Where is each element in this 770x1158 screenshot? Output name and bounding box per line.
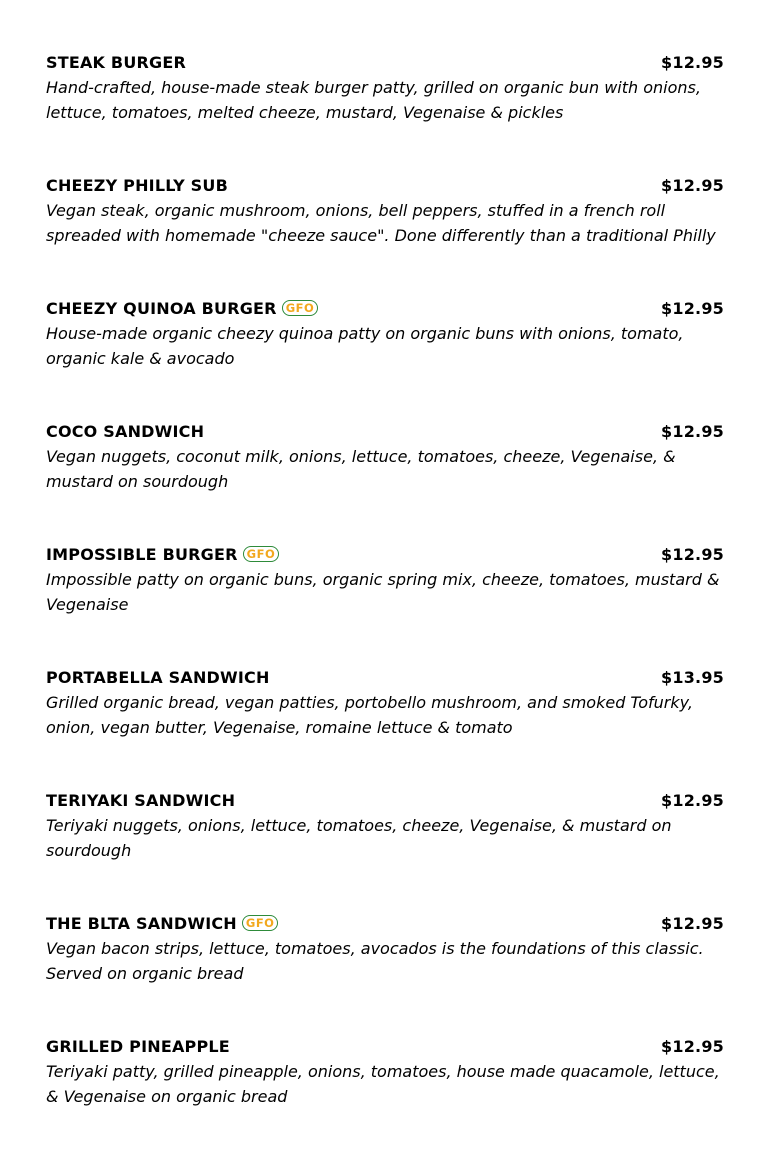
menu-item-price: $12.95: [661, 52, 724, 72]
menu-item-price: $12.95: [661, 421, 724, 441]
menu-item-name: GRILLED PINEAPPLE: [46, 1036, 230, 1056]
menu-item-header: [46, 297, 724, 319]
menu-item-header: [46, 1035, 724, 1057]
menu-item-title: [46, 53, 186, 72]
menu-item-description: Vegan bacon strips, lettuce, tomatoes, avocados is the foundations of this classic. Served on organic bread: [46, 939, 704, 983]
menu-item-name: THE BLTA SANDWICH: [46, 913, 237, 933]
menu-item-name: PORTABELLA SANDWICH: [46, 667, 270, 687]
menu-item-header: [46, 543, 724, 565]
gfo-badge: GFO: [242, 915, 279, 931]
menu-item-name: STEAK BURGER: [46, 52, 187, 72]
menu-item-price: $12.95: [661, 544, 724, 564]
menu-item-header: [46, 174, 724, 196]
menu-item-header: [46, 666, 724, 688]
menu-item-the-blta-sandwich: [46, 912, 724, 1035]
menu-item-header: [46, 51, 724, 73]
menu-item-title: [46, 422, 204, 441]
menu-item-portabella-sandwich: [46, 666, 724, 789]
menu-item-price: $12.95: [661, 298, 724, 318]
menu-item-description: Vegan steak, organic mushroom, onions, bell peppers, stuffed in a french roll spreaded with homemade "cheeze sauce". Done differently than a traditional Philly: [46, 201, 716, 245]
gfo-badge: GFO: [243, 546, 280, 562]
menu-item-coco-sandwich: [46, 420, 724, 543]
menu-item-name: IMPOSSIBLE BURGER: [46, 544, 238, 564]
menu-item-description: House-made organic cheezy quinoa patty on organic buns with onions, tomato, organic kale & avocado: [46, 324, 684, 368]
menu-item-name: TERIYAKI SANDWICH: [46, 790, 236, 810]
menu-item-description: Vegan nuggets, coconut milk, onions, lettuce, tomatoes, cheeze, Vegenaise, & mustard on sourdough: [46, 447, 676, 491]
menu-item-title: [46, 791, 235, 810]
menu-item-steak-burger: [46, 51, 724, 174]
menu-item-header: [46, 912, 724, 934]
menu-item-name: COCO SANDWICH: [46, 421, 205, 441]
menu-item-price: $12.95: [661, 790, 724, 810]
menu-item-description: Teriyaki patty, grilled pineapple, onions, tomatoes, house made quacamole, lettuce, & Vegenaise on organic bread: [46, 1062, 720, 1106]
menu-item-title: [46, 914, 278, 933]
menu-item-title: [46, 176, 228, 195]
menu-item-header: [46, 420, 724, 442]
menu-list: [46, 51, 724, 1158]
menu-item-price: $12.95: [661, 913, 724, 933]
menu-item-description: Hand-crafted, house-made steak burger patty, grilled on organic bun with onions, lettuce, tomatoes, melted cheeze, mustard, Vegenaise & pickles: [46, 78, 701, 122]
menu-item-description: Impossible patty on organic buns, organic spring mix, cheeze, tomatoes, mustard & Vegenaise: [46, 570, 720, 614]
menu-item-price: $12.95: [661, 1036, 724, 1056]
menu-item-description: Grilled organic bread, vegan patties, portobello mushroom, and smoked Tofurky, onion, vegan butter, Vegenaise, romaine lettuce & tomato: [46, 693, 693, 737]
menu-item-title: [46, 545, 279, 564]
menu-item-name: CHEEZY PHILLY SUB: [46, 175, 228, 195]
menu-item-title: [46, 299, 318, 318]
menu-item-description: Teriyaki nuggets, onions, lettuce, tomatoes, cheeze, Vegenaise, & mustard on sourdough: [46, 816, 672, 860]
menu-item-cheezy-philly-sub: [46, 174, 724, 297]
menu-item-teriyaki-sandwich: [46, 789, 724, 912]
menu-item-impossible-burger: [46, 543, 724, 666]
menu-item-cheezy-quinoa-burger: [46, 297, 724, 420]
menu-item-header: [46, 789, 724, 811]
menu-item-grilled-pineapple: [46, 1035, 724, 1158]
menu-item-price: $12.95: [661, 175, 724, 195]
gfo-badge: GFO: [282, 300, 319, 316]
menu-item-price: $13.95: [661, 667, 724, 687]
menu-item-title: [46, 668, 270, 687]
menu-item-title: [46, 1037, 230, 1056]
menu-item-name: CHEEZY QUINOA BURGER: [46, 298, 277, 318]
